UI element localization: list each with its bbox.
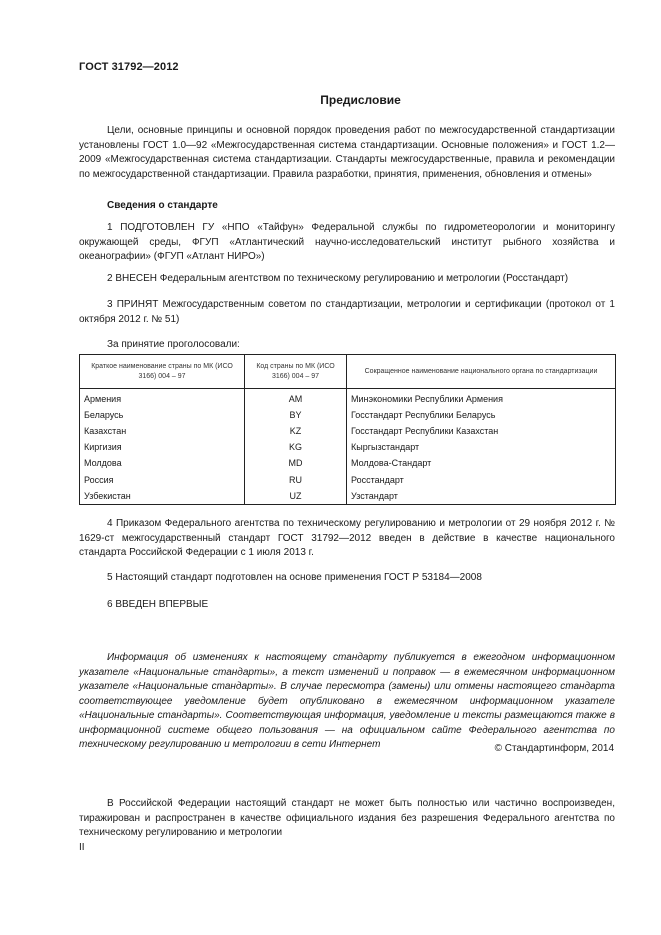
table-row bbox=[80, 472, 616, 488]
country-cell: Россия bbox=[80, 472, 245, 488]
table-row bbox=[80, 407, 616, 423]
code-cell: UZ bbox=[245, 488, 347, 505]
agency-cell: Узстандарт bbox=[347, 488, 616, 505]
item-6-introduced: 6 ВВЕДЕН ВПЕРВЫЕ bbox=[107, 599, 209, 610]
country-cell: Казахстан bbox=[80, 423, 245, 439]
item-1-prepared: 1 ПОДГОТОВЛЕН ГУ «НПО «Тайфун» Федеральной службы по гидрометеорологии и мониторингу окружающей среды, ФГУП «Атлантический научно-исследовательский институт рыбного хозяйства и океанографии» (ФГУП «Атлант НИРО») bbox=[79, 222, 615, 262]
country-cell: Беларусь bbox=[80, 407, 245, 423]
standard-code-header: ГОСТ 31792—2012 bbox=[79, 61, 179, 73]
intro-paragraph: Цели, основные принципы и основной порядок проведения работ по межгосударственной стандартизации установлены ГОСТ 1.0—92 «Межгосударственная система стандартизации. Основные положения» и ГОСТ 1.2—2009 «Межгосударственная система стандартизации. Стандарты межгосударственные, правила и рекомендации по межгосударственной стандартизации. Правила разработки, принятия, применения, обновления и отмены» bbox=[79, 125, 615, 180]
code-cell: RU bbox=[245, 472, 347, 488]
table-header-row bbox=[80, 355, 616, 389]
table-row bbox=[80, 456, 616, 472]
code-cell: MD bbox=[245, 456, 347, 472]
item-2-submitted: 2 ВНЕСЕН Федеральным агентством по техническому регулированию и метрологии (Росстандарт) bbox=[107, 273, 569, 284]
section-heading: Сведения о стандарте bbox=[107, 200, 218, 211]
column-header-code: Код страны по МК (ИСО 3166) 004 – 97 bbox=[245, 355, 347, 389]
table-row bbox=[80, 389, 616, 408]
country-cell: Молдова bbox=[80, 456, 245, 472]
table-row bbox=[80, 440, 616, 456]
code-cell: KZ bbox=[245, 423, 347, 439]
agency-cell: Минэкономики Республики Армения bbox=[347, 389, 616, 408]
agency-cell: Росстандарт bbox=[347, 472, 616, 488]
changes-notice: Информация об изменениях к настоящему стандарту публикуется в ежегодном информационном указателе «Национальные стандарты», а текст изменений и поправок — в ежемесячном информационном указателе «Национальные стандарты». В случае пересмотра (замены) или отмены настоящего стандарта соответствующее уведомление будет опубликовано в ежемесячном информационном указателе «Национальные стандарты». Соответствующая информация, уведомление и тексты размещаются также в информационной системе общего пользования — на официальном сайте Федерального агентства по техническому регулированию и метрологии в сети Интернет bbox=[79, 652, 615, 750]
reproduction-notice: В Российской Федерации настоящий стандарт не может быть полностью или частично воспроизведен, тиражирован и распространен в качестве официального издания без разрешения Федерального агентства по техническому регулированию и метрологии bbox=[79, 798, 615, 838]
code-cell: AM bbox=[245, 389, 347, 408]
column-header-agency: Сокращенное наименование национального органа по стандартизации bbox=[347, 355, 616, 389]
vote-label: За принятие проголосовали: bbox=[107, 339, 240, 350]
agency-cell: Кыргызстандарт bbox=[347, 440, 616, 456]
agency-cell: Госстандарт Республики Беларусь bbox=[347, 407, 616, 423]
code-cell: KG bbox=[245, 440, 347, 456]
agency-cell: Госстандарт Республики Казахстан bbox=[347, 423, 616, 439]
column-header-country: Краткое наименование страны по МК (ИСО 3166) 004 – 97 bbox=[80, 355, 245, 389]
table-row bbox=[80, 488, 616, 505]
item-3-adopted: 3 ПРИНЯТ Межгосударственным советом по стандартизации, метрологии и сертификации (протокол от 1 октября 2012 г. № 51) bbox=[79, 299, 615, 325]
agency-cell: Молдова-Стандарт bbox=[347, 456, 616, 472]
page-title: Предисловие bbox=[320, 93, 401, 107]
table-row bbox=[80, 423, 616, 439]
approval-table bbox=[79, 354, 616, 505]
item-5-basis: 5 Настоящий стандарт подготовлен на основе применения ГОСТ Р 53184—2008 bbox=[107, 572, 482, 583]
copyright-line: © Стандартинформ, 2014 bbox=[494, 743, 614, 754]
country-cell: Армения bbox=[80, 389, 245, 408]
page-number: II bbox=[79, 842, 85, 853]
country-cell: Киргизия bbox=[80, 440, 245, 456]
code-cell: BY bbox=[245, 407, 347, 423]
country-cell: Узбекистан bbox=[80, 488, 245, 505]
item-4-order: 4 Приказом Федерального агентства по техническому регулированию и метрологии от 29 ноября 2012 г. № 1629-ст межгосударственный стандарт ГОСТ 31792—2012 введен в действие в качестве национального стандарта Российской Федерации с 1 июля 2013 г. bbox=[79, 518, 615, 558]
